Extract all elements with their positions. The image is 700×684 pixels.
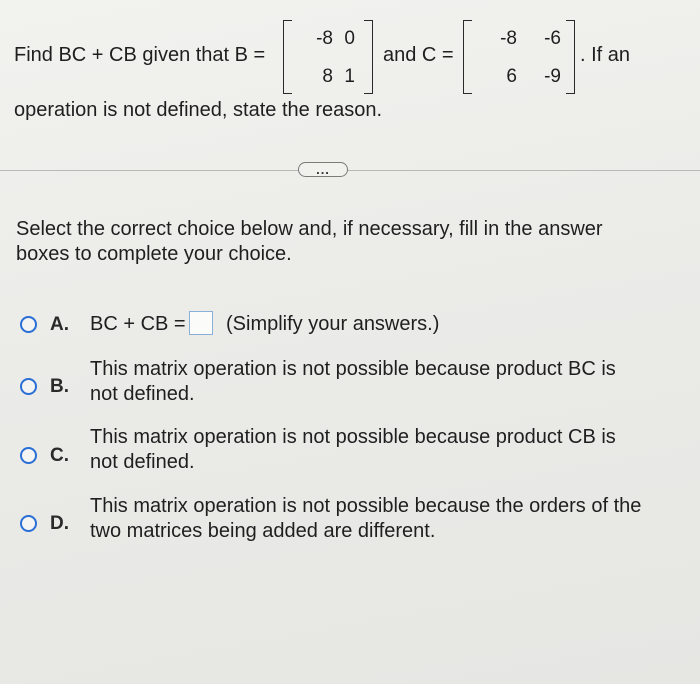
matrix-c-r2c2: -9 [544, 66, 561, 87]
question-suffix: . If an [580, 44, 631, 66]
matrix-c-r1c1: -8 [500, 28, 517, 49]
choice-b-line1: This matrix operation is not possible because product BC is [90, 358, 616, 380]
choice-d-letter: D. [50, 513, 69, 534]
question-middle: and C = [383, 44, 454, 66]
choice-d-line2: two matrices being added are different. [90, 520, 436, 542]
matrix-c-r1c2: -6 [544, 28, 561, 49]
question-line2: operation is not defined, state the reason. [14, 99, 383, 121]
matrix-b-r1c1: -8 [316, 28, 333, 49]
choice-a-letter: A. [50, 314, 69, 335]
choice-d-radio[interactable] [20, 515, 37, 532]
matrix-b [283, 20, 373, 94]
choice-a-lead: BC + CB = [90, 313, 186, 335]
matrix-b-right-bracket [364, 20, 373, 94]
matrix-c-left-bracket [463, 20, 472, 94]
matrix-b-r2c2: 1 [344, 66, 355, 87]
matrix-b-left-bracket [283, 20, 292, 94]
choice-a-radio[interactable] [20, 316, 37, 333]
matrix-b-r1c2: 0 [344, 28, 355, 49]
choice-c-line1: This matrix operation is not possible because product CB is [90, 426, 616, 448]
matrix-c-r2c1: 6 [506, 66, 517, 87]
choice-b-radio[interactable] [20, 378, 37, 395]
choice-c-radio[interactable] [20, 447, 37, 464]
expand-button[interactable]: ... [298, 162, 348, 177]
choice-c-letter: C. [50, 445, 69, 466]
instructions: Select the correct choice below and, if necessary, fill in the answer boxes to complete your choice. [16, 218, 603, 265]
section-divider [0, 170, 700, 171]
matrix-b-r2c1: 8 [322, 66, 333, 87]
question-prefix: Find BC + CB given that B = [14, 44, 266, 66]
choice-c-line2: not defined. [90, 451, 195, 473]
matrix-c-right-bracket [566, 20, 575, 94]
choice-b-line2: not defined. [90, 383, 195, 405]
choice-a-answer-box[interactable] [189, 311, 213, 335]
matrix-c [463, 20, 575, 94]
choice-b-letter: B. [50, 376, 69, 397]
choice-a-note: (Simplify your answers.) [226, 313, 440, 335]
choice-d-line1: This matrix operation is not possible because the orders of the [90, 495, 642, 517]
